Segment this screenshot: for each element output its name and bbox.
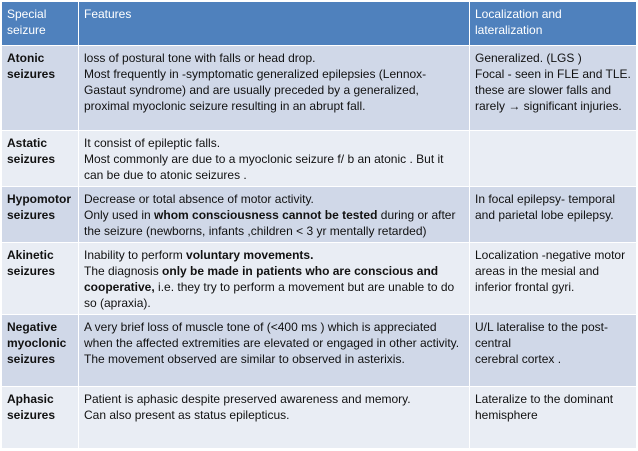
features-line: Most frequently in -symptomatic generalized epilepsies (Lennox-Gastaut syndrome) and are usually preceded by a generalized, proximal myoclonic seizure resulting in an abrupt fall. [84,67,427,113]
features-cell [79,187,470,243]
features-text: Inability to perform [84,248,187,262]
localization-line [475,82,631,114]
features-cell [79,387,470,449]
localization-line: Focal - seen in FLE and TLE. [475,67,631,81]
features-cell [79,46,470,131]
features-text: The diagnosis [84,264,163,278]
features-text: i.e. they try to perform a movement but are unable to do so (apraxia). [84,280,455,310]
localization-text: these are slower falls and rarely [475,83,612,113]
features-cell [79,315,470,387]
localization-cell [470,243,637,315]
localization-line: U/L lateralise to the post-central [475,320,608,350]
table-row [2,387,637,449]
table-row [2,131,637,187]
features-line [84,207,464,239]
seizure-name: Akinetic seizures [2,243,79,315]
features-text: during or after the seizure (newborns, infants ,children < 3 yr mentally retarded) [84,208,456,238]
seizure-name: Hypomotor seizures [2,187,79,243]
header-special-seizure: Special seizure [2,2,79,46]
arrow-right-icon: → [508,99,521,113]
features-emphasis: only be made in patients who are conscious and cooperative, [84,264,439,294]
localization-text: significant injuries. [520,99,622,113]
features-emphasis: whom consciousness cannot be tested [154,208,378,222]
features-line: Patient is aphasic despite preserved awareness and memory. [84,392,411,406]
table-row [2,243,637,315]
seizure-name: Atonic seizures [2,46,79,131]
localization-cell [470,46,637,131]
localization-cell [470,131,637,187]
features-line: loss of postural tone with falls or head drop. [84,51,316,65]
seizure-name: Astatic seizures [2,131,79,187]
features-line [84,263,464,311]
table-row [2,315,637,387]
seizure-table [1,1,637,449]
features-line: A very brief loss of muscle tone of (<400 ms ) which is appreciated when the affected extremities are elevated or engaged in other activity. The movement observed are similar to observed in asterixis. [84,320,460,366]
features-line: Most commonly are due to a myoclonic seizure f/ b an atonic . But it can be due to atonic seizures . [84,152,444,182]
header-row [2,2,637,46]
table-row [2,187,637,243]
features-line: Decrease or total absence of motor activity. [84,192,314,206]
features-cell [79,243,470,315]
localization-cell [470,387,637,449]
header-localization: Localization and lateralization [470,2,637,46]
localization-line: Lateralize to the dominant hemisphere [475,392,614,422]
features-emphasis: voluntary movements. [186,248,314,262]
table-row [2,46,637,131]
localization-line: In focal epilepsy- temporal and parietal lobe epilepsy. [475,192,616,222]
localization-line: Generalized. (LGS ) [475,51,582,65]
features-line: Can also present as status epilepticus. [84,408,290,422]
header-features: Features [79,2,470,46]
localization-line: cerebral cortex . [475,352,562,366]
features-text: Only used in [84,208,155,222]
localization-line: Localization -negative motor areas in the mesial and inferior frontal gyri. [475,248,626,294]
features-cell [79,131,470,187]
features-line [84,247,464,263]
localization-cell [470,187,637,243]
seizure-name: Negative myoclonic seizures [2,315,79,387]
seizure-name: Aphasic seizures [2,387,79,449]
localization-cell [470,315,637,387]
features-line: It consist of epileptic falls. [84,136,221,150]
